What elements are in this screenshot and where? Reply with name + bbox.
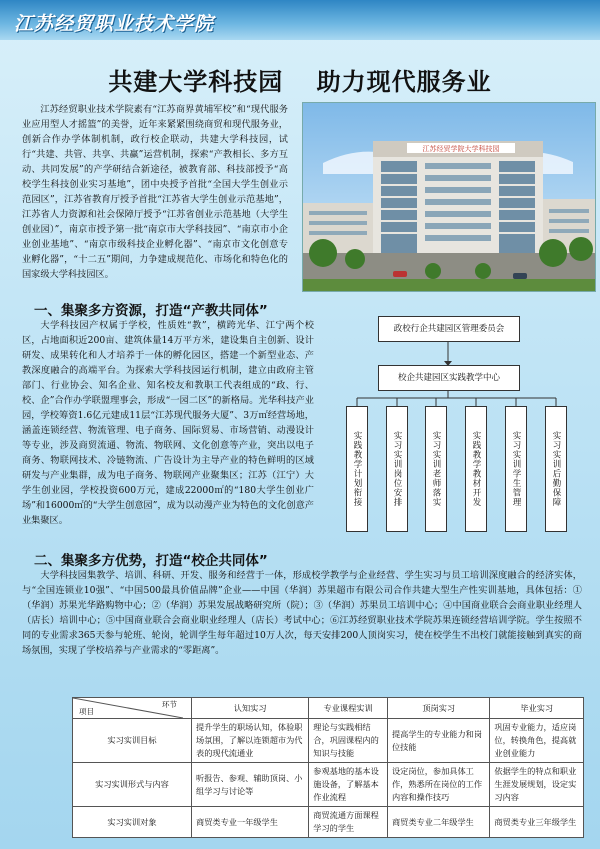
org-branch: 实习实训学生管理 <box>505 406 527 532</box>
intro-paragraph: 江苏经贸职业技术学院素有“江苏商界黄埔军校”和“现代服务业应用型人才摇篮”的美誉，近年来紧紧围绕商贸和现代服务业，创新合作办学体制机制，政行校企联动，共建大学科技园，试行“共建、共管、共享、共赢”运营机制，探索“产教相长、多方互动、共同发展”的产学研结合新途径，被教育部、科技部授予“高校学生科技创业实习基地”，团中央授予首批“全国大学生创业示范园区”，江苏省教育厅授予首批“江苏省大学生创业示范基地”，江苏省人力资源和社会保障厅授予“江苏省创业示范基地（大学生创业园）”，南京市授予第一批“南京市大学科技园”、“南京市小企业创业基地”、“南京市级科技企业孵化器”、“南京市文化创意专业孵化器”，“十二五”期间，力争建成规范化、市场化和特色化的国家级大学科技园区。 <box>22 104 288 280</box>
table-cell: 提升学生的职场认知，体验职场氛围，了解以连锁超市为代表的现代流通业 <box>192 719 309 763</box>
table-row <box>73 763 584 807</box>
row-label: 实习实训目标 <box>73 719 192 763</box>
column-header: 毕业实习 <box>490 698 584 719</box>
org-middle-box: 校企共建园区实践教学中心 <box>378 365 520 391</box>
org-branch: 实践教学教材开发 <box>465 406 487 532</box>
column-header: 认知实习 <box>192 698 309 719</box>
table-cell: 商贸类专业一年级学生 <box>192 807 309 838</box>
table-cell: 商贸类专业三年级学生 <box>490 807 584 838</box>
section1-body: 大学科技园产权属于学校，性质姓“教”，横跨光华、江宁两个校区，占地面积近200亩、建筑体量14万平方米，建设集自主创新、设计研发、成果转化和人才培养于一体的孵化园区，搭建一个新型业态、产教深度融合的高端平台。为探索大学科技园运行机制，建立由政府主管部门、行业协会、知名企业、知名校友和教职工代表组成的“政、行、校、企”合作办学联盟理事会，形成“一园二区”的新格局。光华科技产业园，学校筹资1.6亿元建成11层“江苏现代服务大厦”、3万㎡经营场地，涵盖连锁经营、物流管理、电子商务、国际贸易、市场营销、动漫设计等专业，涉及商贸流通、物流、物联网、文化创意等产业，突出以电子商务、物联网技术、冷链物流、广告设计为主导产业的特色鲜明的区域研发与产业集群，成为电子商务、物联网产业聚集区；江苏（江宁）大学生创业园，学校投资600万元，建成22000㎡的“180大学生创业广场”和16000㎡的“大学生创意园”，成为以动漫产业为特色的文化创意产业集聚区。 <box>22 320 314 526</box>
section2-heading: 二、集聚多方优势，打造“校企共同体” <box>34 553 268 569</box>
org-branch: 实习实训岗位安排 <box>386 406 408 532</box>
building-illustration <box>303 103 595 291</box>
table-cell: 提高学生的专业能力和岗位技能 <box>387 719 489 763</box>
table-row <box>73 719 584 763</box>
column-header: 顶岗实习 <box>387 698 489 719</box>
table-cell: 设定岗位，参加具体工作，熟悉所在岗位的工作内容和操作技巧 <box>387 763 489 807</box>
row-label: 实习实训对象 <box>73 807 192 838</box>
table-cell: 听报告、参观、辅助顶岗、小组学习与讨论等 <box>192 763 309 807</box>
section2-body: 大学科技园集教学、培训、科研、开发、服务和经营于一体，形成校学教学与企业经营、学生实习与员工培训深度融合的经济实体，与“全国连锁业10强”、“中国500最具价值品牌”企业——中国（华润）苏果超市有限公司合作共建大型生产性实训基地，具体包括：①（华润）苏果光华路购物中心；②（华润）苏果发展战略研究所（院）；③（华润）苏果员工培训中心；④中国商业联合会商业职业经理人（店长）培训中心；⑤中国商业联合会商业职业经理人（店长）考试中心；⑥江苏经贸职业技术学院苏果连锁经营培训学院。学生按照不同的专业需求365天参与轮班、轮岗，轮训学生每年超过10万人次，每天安排200人顶岗实习，使在校学生不出校门就能接触到真实的商场氛围，实现了学校培养与产业需求的“零距离”。 <box>22 570 582 656</box>
school-name: 江苏经贸职业技术学院 <box>14 13 215 35</box>
internship-table <box>72 697 584 838</box>
table-cell: 理论与实践相结合，巩固课程内的知识与技能 <box>309 719 388 763</box>
org-branch: 实习实训后勤保障 <box>545 406 567 532</box>
campus-building-photo <box>302 102 596 292</box>
page-title: 共建大学科技园 助力现代服务业 <box>108 68 492 96</box>
table-cell: 商贸流通方面课程学习的学生 <box>309 807 388 838</box>
column-header: 专业课程实训 <box>309 698 388 719</box>
table-corner-cell <box>73 698 192 719</box>
org-branch: 实践教学计划衔接 <box>346 406 368 532</box>
row-label: 实习实训形式与内容 <box>73 763 192 807</box>
table-cell: 参观基地的基本设施设备，了解基本作业流程 <box>309 763 388 807</box>
section1-heading: 一、集聚多方资源，打造“产教共同体” <box>34 303 268 319</box>
table-header-row <box>73 698 584 719</box>
table-cell: 巩固专业能力，适应岗位，转换角色，提高就业创业能力 <box>490 719 584 763</box>
org-branch: 实习实训老师落实 <box>425 406 447 532</box>
table-cell: 依据学生的特点和职业生涯发展规划，设定实习内容 <box>490 763 584 807</box>
building-sign: 江苏经贸学院大学科技园 <box>422 145 500 153</box>
table-row <box>73 807 584 838</box>
corner-bottom-label: 项目 <box>79 707 94 716</box>
org-top-box: 政校行企共建园区管理委员会 <box>378 316 520 342</box>
corner-top-label: 环节 <box>162 700 177 709</box>
table-cell: 商贸类专业二年级学生 <box>387 807 489 838</box>
